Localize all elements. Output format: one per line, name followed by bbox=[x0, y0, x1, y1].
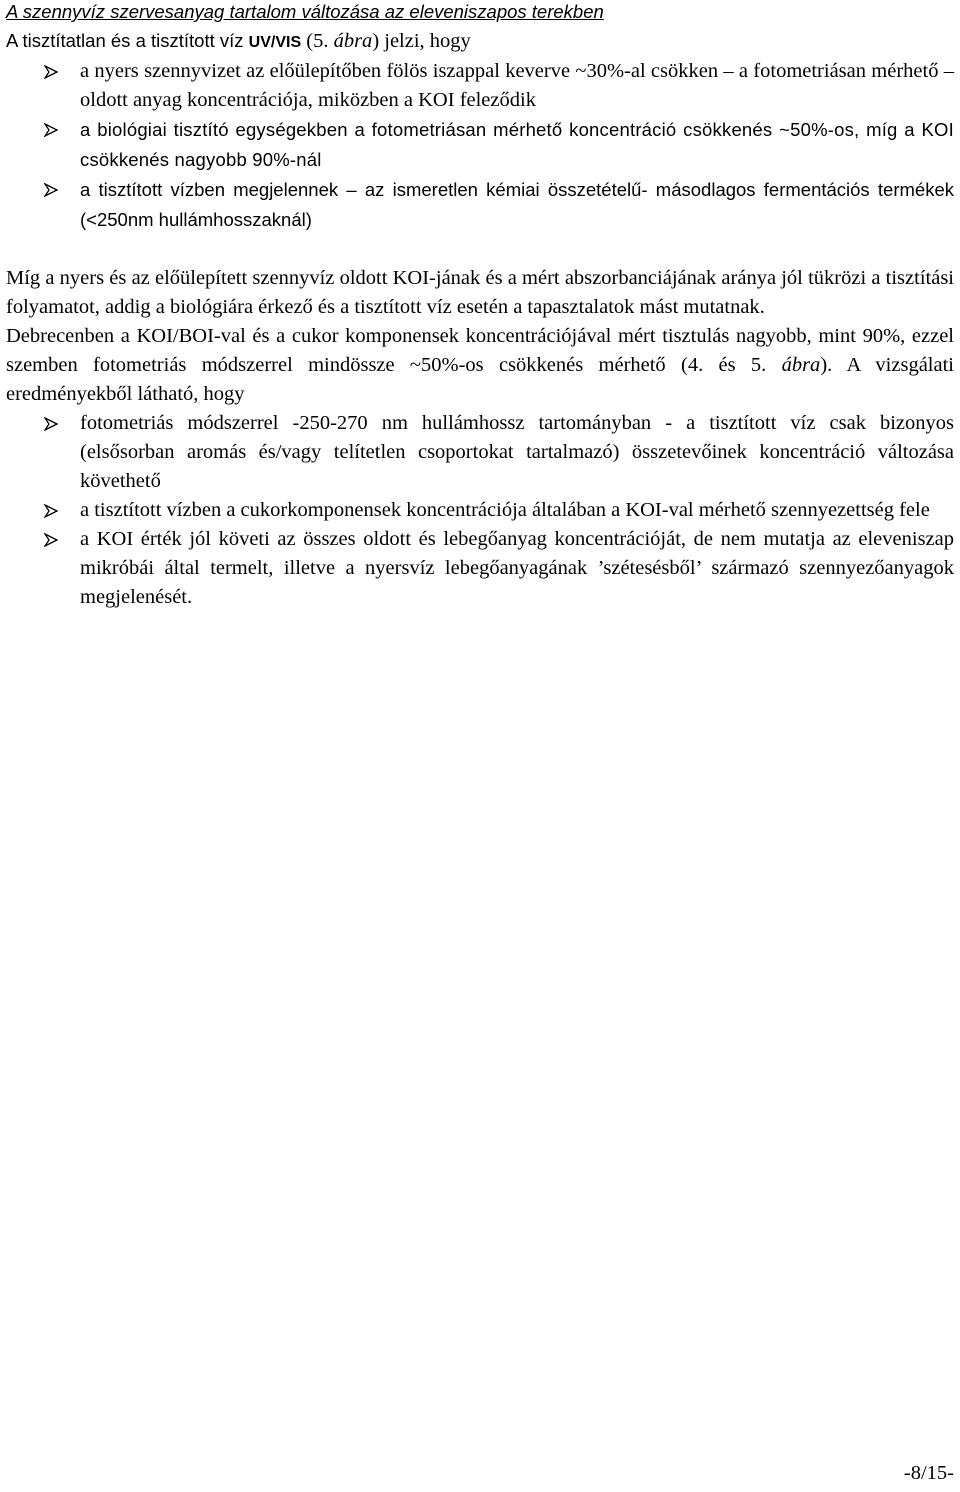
list-item bbox=[6, 525, 954, 612]
intro-ref-close: ) jelzi, hogy bbox=[372, 30, 471, 52]
bullet-list-1 bbox=[6, 57, 954, 235]
arrowhead-bullet-icon bbox=[44, 65, 58, 79]
intro-text: A tisztítatlan és a tisztított víz bbox=[6, 30, 249, 51]
section-heading: A szennyvíz szervesanyag tartalom változása az eleveniszapos terekben bbox=[6, 1, 604, 22]
arrowhead-bullet-icon bbox=[44, 504, 58, 518]
list-item bbox=[6, 115, 954, 175]
intro-ref-open: (5. bbox=[301, 30, 334, 52]
uv-vis-label: UV/VIS bbox=[248, 34, 302, 51]
document-page bbox=[6, 0, 954, 612]
list-item-text: a tisztított vízben a cukorkomponensek koncentrációja általában a KOI-val mérhető szennyezettség fele bbox=[80, 499, 930, 521]
arrowhead-bullet-icon bbox=[44, 417, 58, 431]
list-item-text: a nyers szennyvizet az előülepítőben fölös iszappal keverve ~30%-al csökken – a fotometriásan mérhető – oldott anyag koncentrációja, miközben a KOI feleződik bbox=[80, 60, 954, 111]
arrowhead-bullet-icon bbox=[44, 183, 58, 197]
list-item bbox=[6, 496, 954, 525]
paragraph-2-figure-word: ábra bbox=[781, 354, 821, 376]
arrowhead-bullet-icon bbox=[44, 533, 58, 547]
arrowhead-bullet-icon bbox=[44, 123, 58, 137]
paragraph-2-text: Debrecenben a KOI/BOI-val és a cukor komponensek koncentrációjával mért tisztulás nagyobb, mint 90%, ezzel szemben fotometriás módszerrel mindössze ~50%-os csökkenés mérhető (4. és 5. bbox=[6, 325, 954, 376]
paragraph-1: Míg a nyers és az előülepített szennyvíz oldott KOI-jának és a mért abszorbanciájának aránya jól tükrözi a tisztítási folyamatot, addig a biológiára érkező és a tisztított víz esetén a tapasztalatok mást mutatnak. bbox=[6, 267, 954, 318]
list-item-text: a KOI érték jól követi az összes oldott és lebegőanyag koncentrációját, de nem mutatja az eleveniszap mikróbái által termelt, illetve a nyersvíz lebegőanyagának ’szétesésből’ származó szennyezőanyagok megjelenését. bbox=[80, 528, 954, 608]
bullet-list-2 bbox=[6, 409, 954, 612]
list-item-text: a biológiai tisztító egységekben a fotometriásan mérhető koncentráció csökkenés ~50%-os, míg a KOI csökkenés nagyobb 90%-nál bbox=[80, 119, 954, 170]
list-item bbox=[6, 175, 954, 235]
spacer bbox=[6, 235, 954, 264]
list-item-text: fotometriás módszerrel -250-270 nm hullámhossz tartományban - a tisztított víz csak bizonyos (elsősorban aromás és/vagy telítetlen csoportokat tartalmazó) összetevőinek koncentráció változása követhető bbox=[80, 412, 954, 492]
paragraph-2 bbox=[6, 322, 954, 409]
list-item bbox=[6, 409, 954, 496]
page-number: -8/15- bbox=[903, 1462, 954, 1484]
paragraph-2-text-end: ). A vizsgálati eredményekből látható, hogy bbox=[6, 354, 954, 405]
intro-figure-word: ábra bbox=[333, 30, 373, 52]
intro-line bbox=[6, 26, 954, 57]
list-item-text: a tisztított vízben megjelennek – az ismeretlen kémiai összetételű- másodlagos fermentációs termékek (<250nm hullámhosszaknál) bbox=[80, 179, 954, 230]
list-item bbox=[6, 57, 954, 115]
